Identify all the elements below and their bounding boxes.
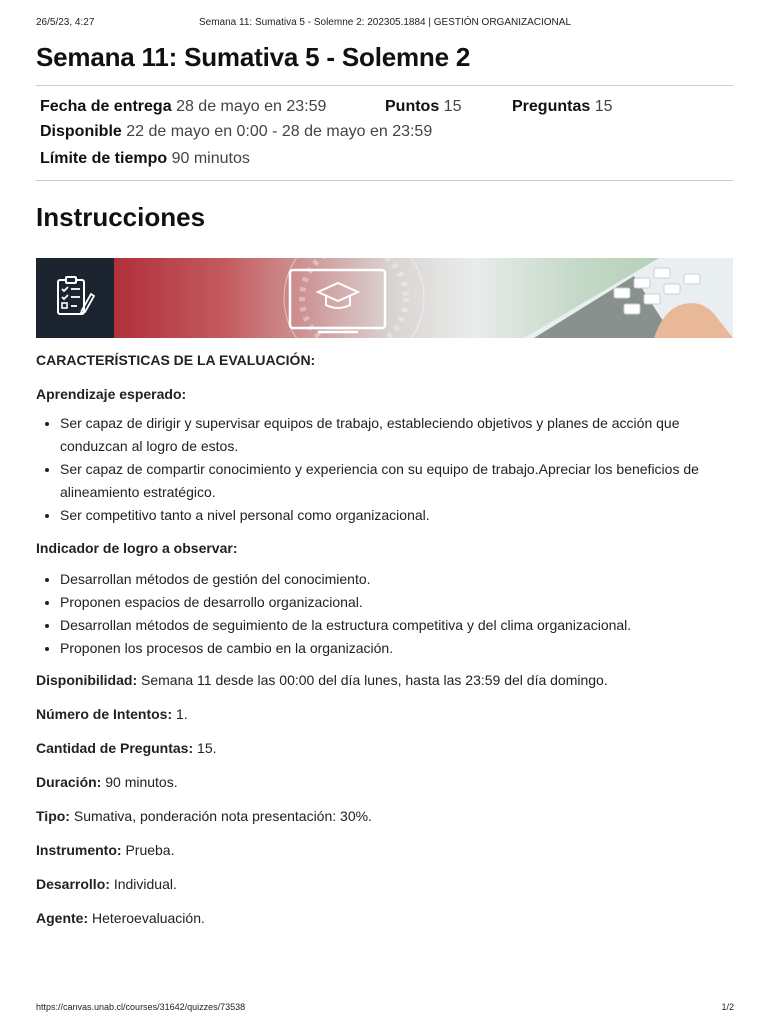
available (40, 123, 432, 141)
detail-value: 1. (176, 706, 188, 722)
list-item: • Ser capaz de dirigir y supervisar equipos de trabajo, estableciendo objetivos y planes de acción que conduzcan al logro de estos. (60, 412, 733, 458)
instructions-heading: Instrucciones (36, 202, 206, 232)
instrument-line (36, 842, 733, 858)
evaluation-features-heading: CARACTERÍSTICAS DE LA EVALUACIÓN: (36, 352, 316, 368)
detail-label: Agente: (36, 910, 89, 926)
due-date-value: 28 de mayo en 23:59 (176, 98, 327, 115)
due-date-label: Fecha de entrega (40, 98, 172, 115)
points (385, 98, 461, 116)
points-value: 15 (443, 98, 462, 115)
indicator-list (36, 568, 733, 660)
list-item: • Ser capaz de compartir conocimiento y experiencia con su equipo de trabajo.Apreciar los beneficios de alineamiento estratégico. (60, 458, 733, 504)
available-label: Disponible (40, 123, 122, 140)
detail-value: Sumativa, ponderación nota presentación: 30%. (73, 808, 372, 824)
divider (36, 180, 733, 181)
banner-image (114, 258, 733, 338)
detail-value: Heteroevaluación. (92, 910, 205, 926)
list-item: • Ser competitivo tanto a nivel personal como organizacional. (60, 504, 733, 527)
detail-value: 90 minutos. (105, 774, 178, 790)
detail-value: Individual. (113, 876, 177, 892)
type-line (36, 808, 733, 824)
detail-value: Prueba. (125, 842, 175, 858)
indicator-heading: Indicador de logro a observar: (36, 540, 238, 556)
quiz-title: Semana 11: Sumativa 5 - Solemne 2 (36, 42, 471, 72)
points-label: Puntos (385, 98, 440, 115)
expected-learning-heading: Aprendizaje esperado: (36, 386, 187, 402)
questions-label: Preguntas (512, 98, 591, 115)
print-title: Semana 11: Sumativa 5 - Solemne 2: 202305.1884 | GESTIÓN ORGANIZACIONAL (198, 17, 572, 28)
detail-label: Tipo: (36, 808, 70, 824)
detail-value: Semana 11 desde las 00:00 del día lunes, hasta las 23:59 del día domingo. (141, 672, 608, 688)
list-item: • Desarrollan métodos de gestión del conocimiento. (60, 568, 733, 591)
question-count-line (36, 740, 733, 756)
expected-learning-list (36, 412, 733, 527)
list-item: • Desarrollan métodos de seguimiento de la estructura competitiva y del clima organizacional. (60, 614, 733, 637)
attempts-line (36, 706, 733, 722)
detail-label: Cantidad de Preguntas: (36, 740, 194, 756)
detail-label: Instrumento: (36, 842, 122, 858)
detail-label: Desarrollo: (36, 876, 110, 892)
detail-label: Número de Intentos: (36, 706, 173, 722)
divider (36, 85, 733, 86)
page-number: 1/2 (721, 1002, 734, 1012)
list-item: • Proponen espacios de desarrollo organizacional. (60, 591, 733, 614)
page-url-link[interactable]: https://canvas.unab.cl/courses/31642/quizzes/73538 (36, 1002, 246, 1012)
time-limit-label: Límite de tiempo (40, 150, 168, 167)
document-checklist-icon (36, 258, 114, 338)
availability-line (36, 672, 733, 688)
instructions-content (36, 352, 733, 926)
time-limit (40, 150, 250, 168)
development-line (36, 876, 733, 892)
due-date (40, 98, 326, 116)
questions (512, 98, 613, 116)
duration-line (36, 774, 733, 790)
questions-value: 15 (594, 98, 613, 115)
time-limit-value: 90 minutos (171, 150, 250, 167)
list-item: • Proponen los procesos de cambio en la organización. (60, 637, 733, 660)
detail-value: 15. (197, 740, 217, 756)
available-value: 22 de mayo en 0:00 - 28 de mayo en 23:59 (126, 123, 433, 140)
instructions-banner (36, 258, 733, 338)
agent-line (36, 910, 733, 926)
detail-label: Disponibilidad: (36, 672, 138, 688)
detail-label: Duración: (36, 774, 102, 790)
print-date: 26/5/23, 4:27 (36, 17, 95, 28)
